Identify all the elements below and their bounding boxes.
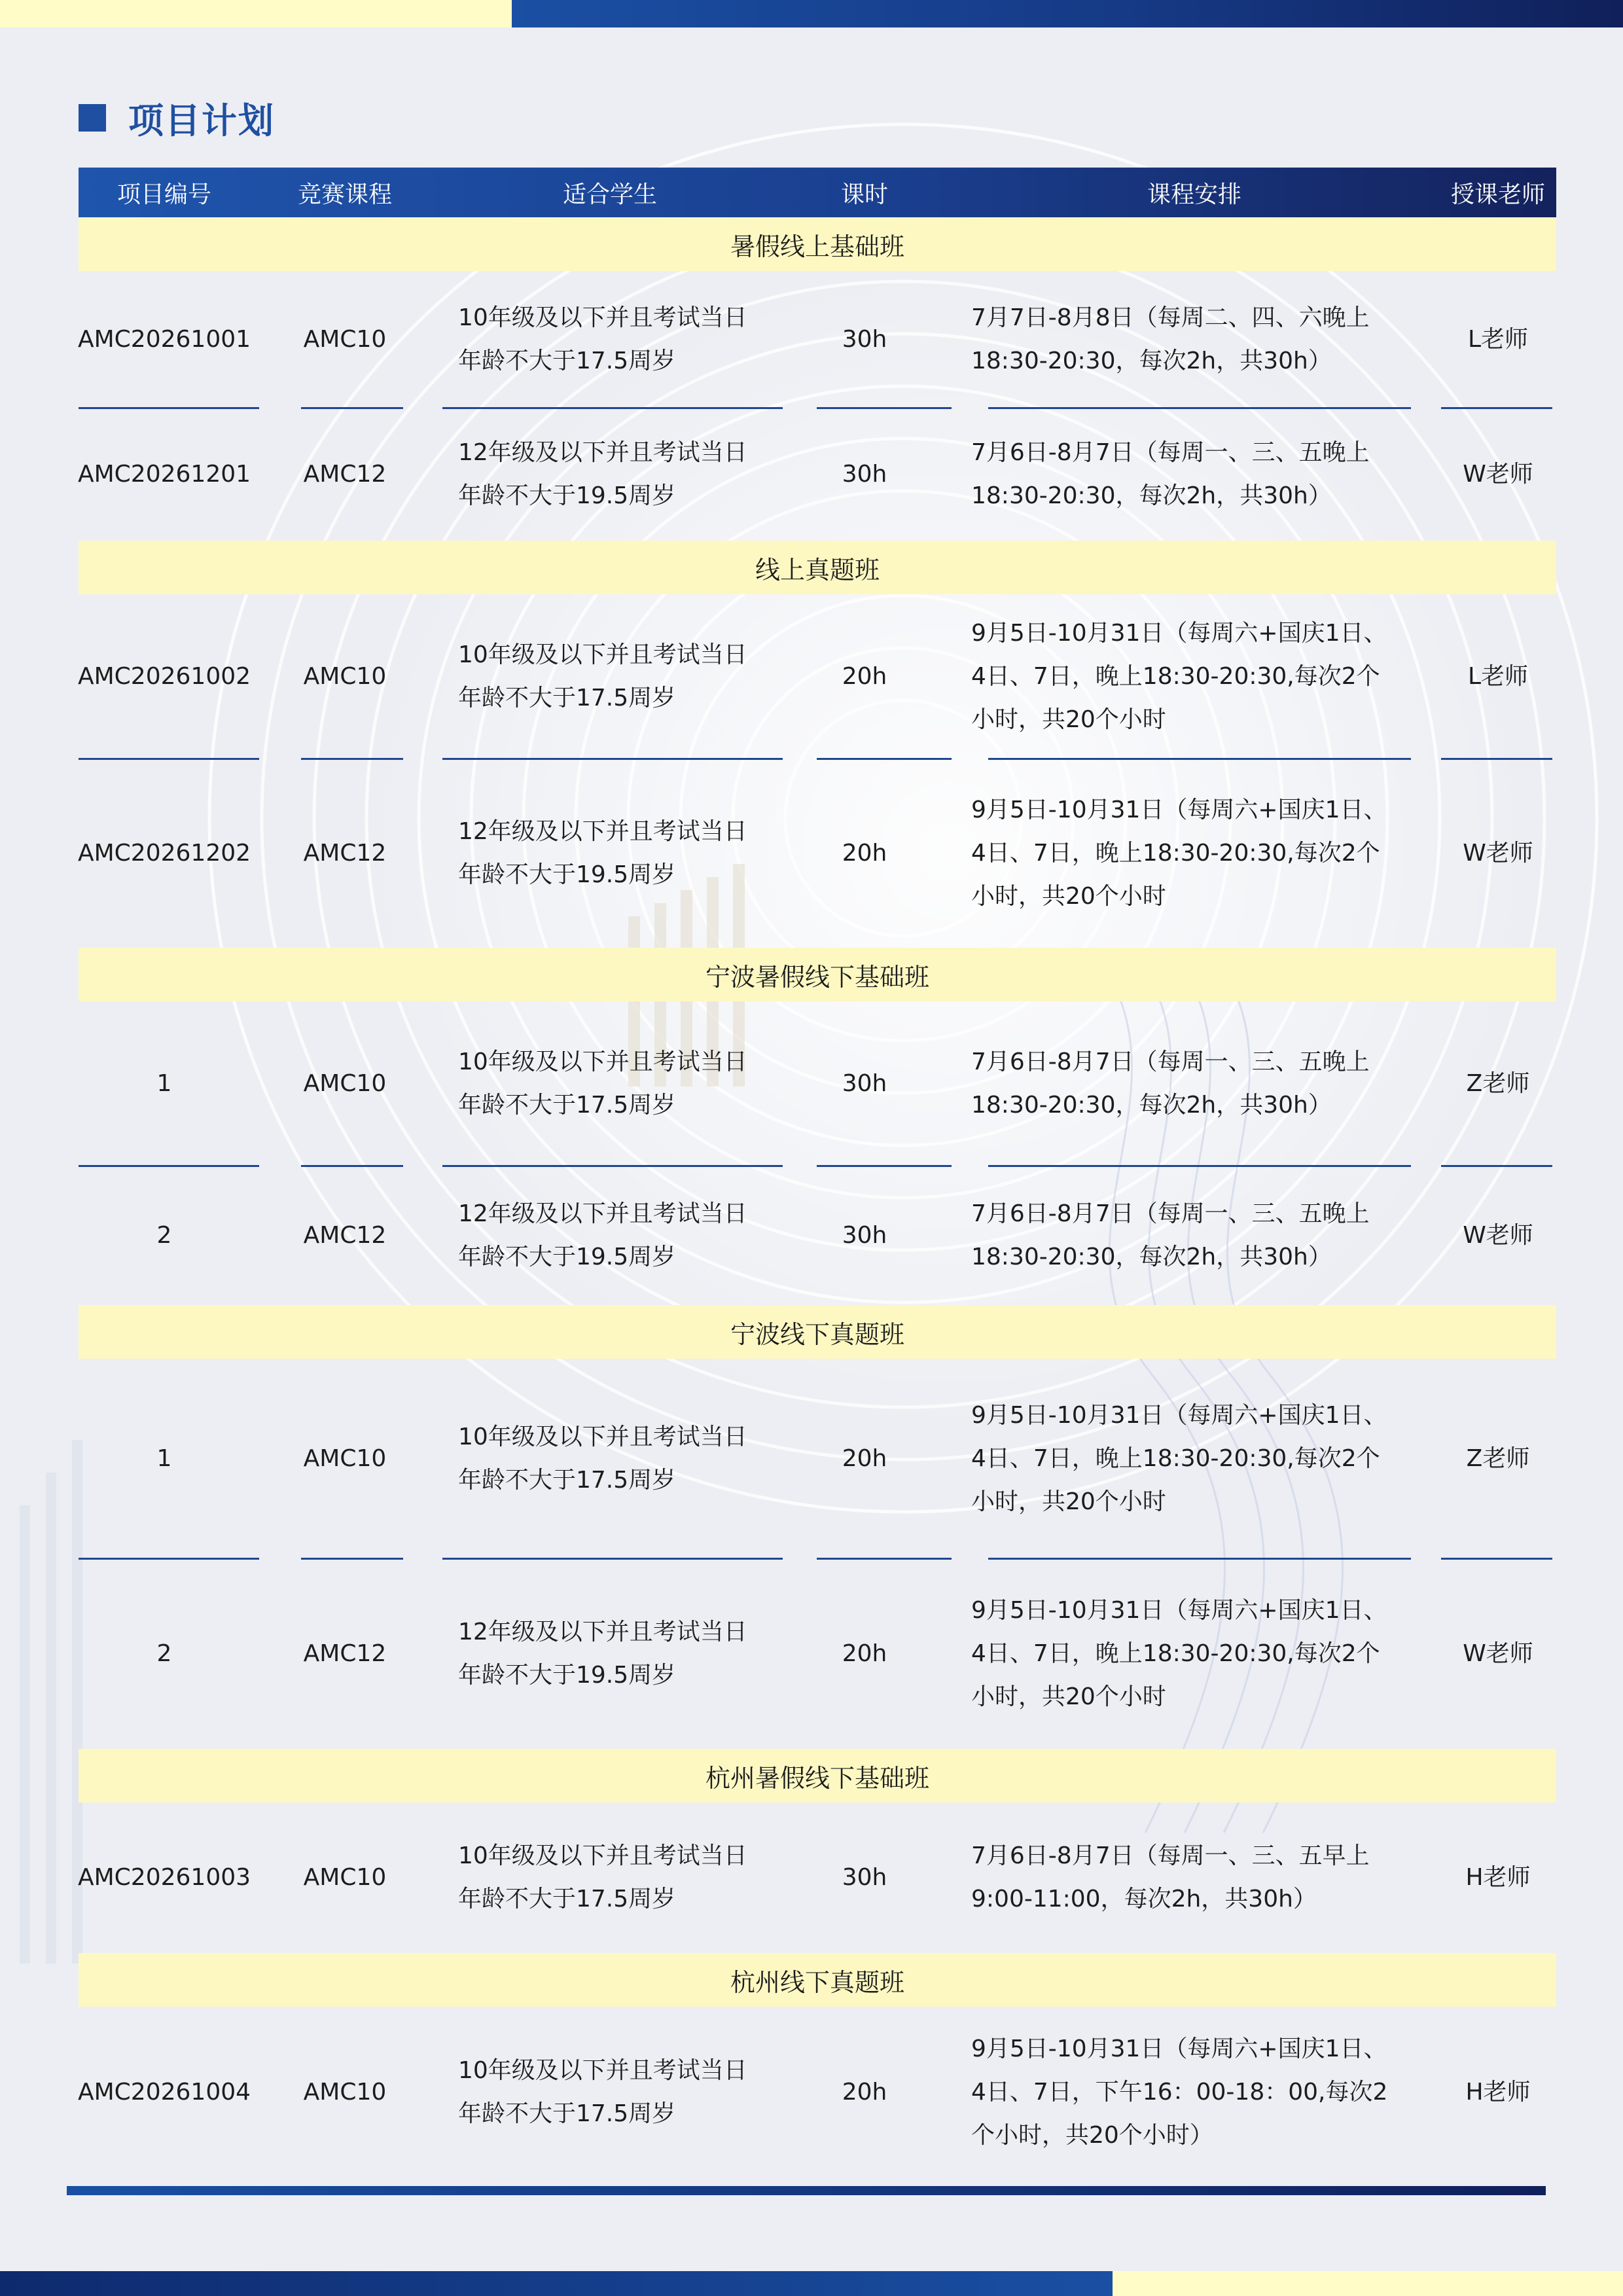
group-header: 宁波线下真题班 [79,1305,1556,1359]
row-schedule: 7月6日-8月7日（每周一、三、五晚上 18:30-20:30，每次2h，共30h） [971,1049,1370,1119]
row-id: AMC20261004 [77,2079,251,2106]
row-id: AMC20261003 [77,1864,251,1891]
row-students: 10年级及以下并且考试当日 年龄不大于17.5周岁 [458,1049,747,1119]
row-course: AMC10 [303,2079,387,2106]
row-students: 12年级及以下并且考试当日 年龄不大于19.5周岁 [458,1619,747,1689]
row-hours: 30h [842,1222,887,1249]
row-teacher: W老师 [1463,840,1533,867]
row-schedule: 9月5日-10月31日（每周六+国庆1日、 4日、7日，晚上18:30-20:30,每次2个 小时，共20个小时 [971,620,1387,733]
row-id: 2 [156,1640,172,1667]
top-cream-bar [0,0,512,27]
row-teacher: W老师 [1463,461,1533,488]
header-id: 项目编号 [116,181,211,208]
row-course: AMC10 [303,1070,387,1097]
row-id: 1 [156,1070,172,1097]
row-course: AMC10 [303,1864,387,1891]
row-teacher: W老师 [1463,1640,1533,1667]
row-hours: 30h [842,1070,887,1097]
table-row [79,408,1556,541]
bottom-rule [67,2186,1546,2195]
table-row [79,1803,1556,1953]
top-blue-bar [512,0,1623,27]
row-hours: 20h [842,2079,887,2106]
table-row [79,1001,1556,1166]
table-row [79,1559,1556,1749]
row-hours: 30h [842,1864,887,1891]
row-teacher: Z老师 [1466,1070,1530,1097]
row-students: 12年级及以下并且考试当日 年龄不大于19.5周岁 [458,439,747,509]
row-course: AMC10 [303,1445,387,1472]
row-hours: 30h [842,461,887,488]
header-teacher: 授课老师 [1450,181,1545,208]
row-schedule: 7月6日-8月7日（每周一、三、五晚上 18:30-20:30，每次2h，共30h） [971,1200,1370,1270]
table-row [79,1359,1556,1559]
bottom-blue-bar [0,2271,1113,2296]
row-schedule: 9月5日-10月31日（每周六+国庆1日、 4日、7日，晚上18:30-20:30,每次2个 小时，共20个小时 [971,797,1387,910]
group-header: 杭州暑假线下基础班 [79,1749,1556,1803]
row-id: AMC20261001 [77,326,251,353]
row-students: 12年级及以下并且考试当日 年龄不大于19.5周岁 [458,1200,747,1270]
header-schedule: 课程安排 [1147,181,1241,208]
table-row [79,759,1556,948]
row-id: AMC20261202 [77,840,251,867]
row-schedule: 7月6日-8月7日（每周一、三、五早上 9:00-11:00，每次2h，共30h） [971,1842,1370,1912]
row-students: 10年级及以下并且考试当日 年龄不大于17.5周岁 [458,1842,747,1912]
section-header [79,92,275,144]
row-students: 10年级及以下并且考试当日 年龄不大于17.5周岁 [458,1424,747,1494]
square-bullet-icon [79,104,106,132]
row-teacher: H老师 [1465,1864,1531,1891]
header-students: 适合学生 [562,181,657,208]
row-id: AMC20261002 [77,663,251,690]
row-hours: 20h [842,840,887,867]
row-hours: 20h [842,1445,887,1472]
page-title: 项目计划 [128,99,275,141]
row-hours: 20h [842,1640,887,1667]
row-course: AMC10 [303,663,387,690]
row-course: AMC10 [303,326,387,353]
group-header: 宁波暑假线下基础班 [79,948,1556,1001]
bottom-cream-bar [1113,2271,1623,2296]
row-hours: 30h [842,326,887,353]
row-teacher: L老师 [1467,326,1529,353]
row-teacher: Z老师 [1466,1445,1530,1472]
group-header: 线上真题班 [79,541,1556,594]
row-schedule: 9月5日-10月31日（每周六+国庆1日、 4日、7日，下午16：00-18：00,每次2 个小时，共20个小时） [971,2036,1388,2149]
header-hours: 课时 [840,181,888,208]
row-course: AMC12 [303,840,387,867]
group-header: 暑假线上基础班 [79,217,1556,271]
row-schedule: 9月5日-10月31日（每周六+国庆1日、 4日、7日，晚上18:30-20:30,每次2个 小时，共20个小时 [971,1402,1387,1515]
row-students: 10年级及以下并且考试当日 年龄不大于17.5周岁 [458,2057,747,2127]
row-hours: 20h [842,663,887,690]
row-teacher: L老师 [1467,663,1529,690]
row-teacher: H老师 [1465,2079,1531,2106]
table-row [79,271,1556,408]
header-course: 竞赛课程 [297,181,392,208]
row-students: 10年级及以下并且考试当日 年龄不大于17.5周岁 [458,304,747,374]
row-id: AMC20261201 [77,461,251,488]
row-students: 12年级及以下并且考试当日 年龄不大于19.5周岁 [458,818,747,888]
schedule-table [79,168,1556,2178]
row-course: AMC12 [303,461,387,488]
row-teacher: W老师 [1463,1222,1533,1249]
row-students: 10年级及以下并且考试当日 年龄不大于17.5周岁 [458,641,747,711]
table-row [79,1166,1556,1305]
row-course: AMC12 [303,1222,387,1249]
row-id: 1 [156,1445,172,1472]
row-schedule: 7月7日-8月8日（每周二、四、六晚上 18:30-20:30，每次2h，共30h） [971,304,1370,374]
group-header: 杭州线下真题班 [79,1953,1556,2007]
table-row [79,2007,1556,2178]
row-schedule: 9月5日-10月31日（每周六+国庆1日、 4日、7日，晚上18:30-20:30,每次2个 小时，共20个小时 [971,1597,1387,1710]
row-schedule: 7月6日-8月7日（每周一、三、五晚上 18:30-20:30，每次2h，共30h） [971,439,1370,509]
table-header [79,168,1556,217]
row-id: 2 [156,1222,172,1249]
table-row [79,594,1556,759]
row-course: AMC12 [303,1640,387,1667]
